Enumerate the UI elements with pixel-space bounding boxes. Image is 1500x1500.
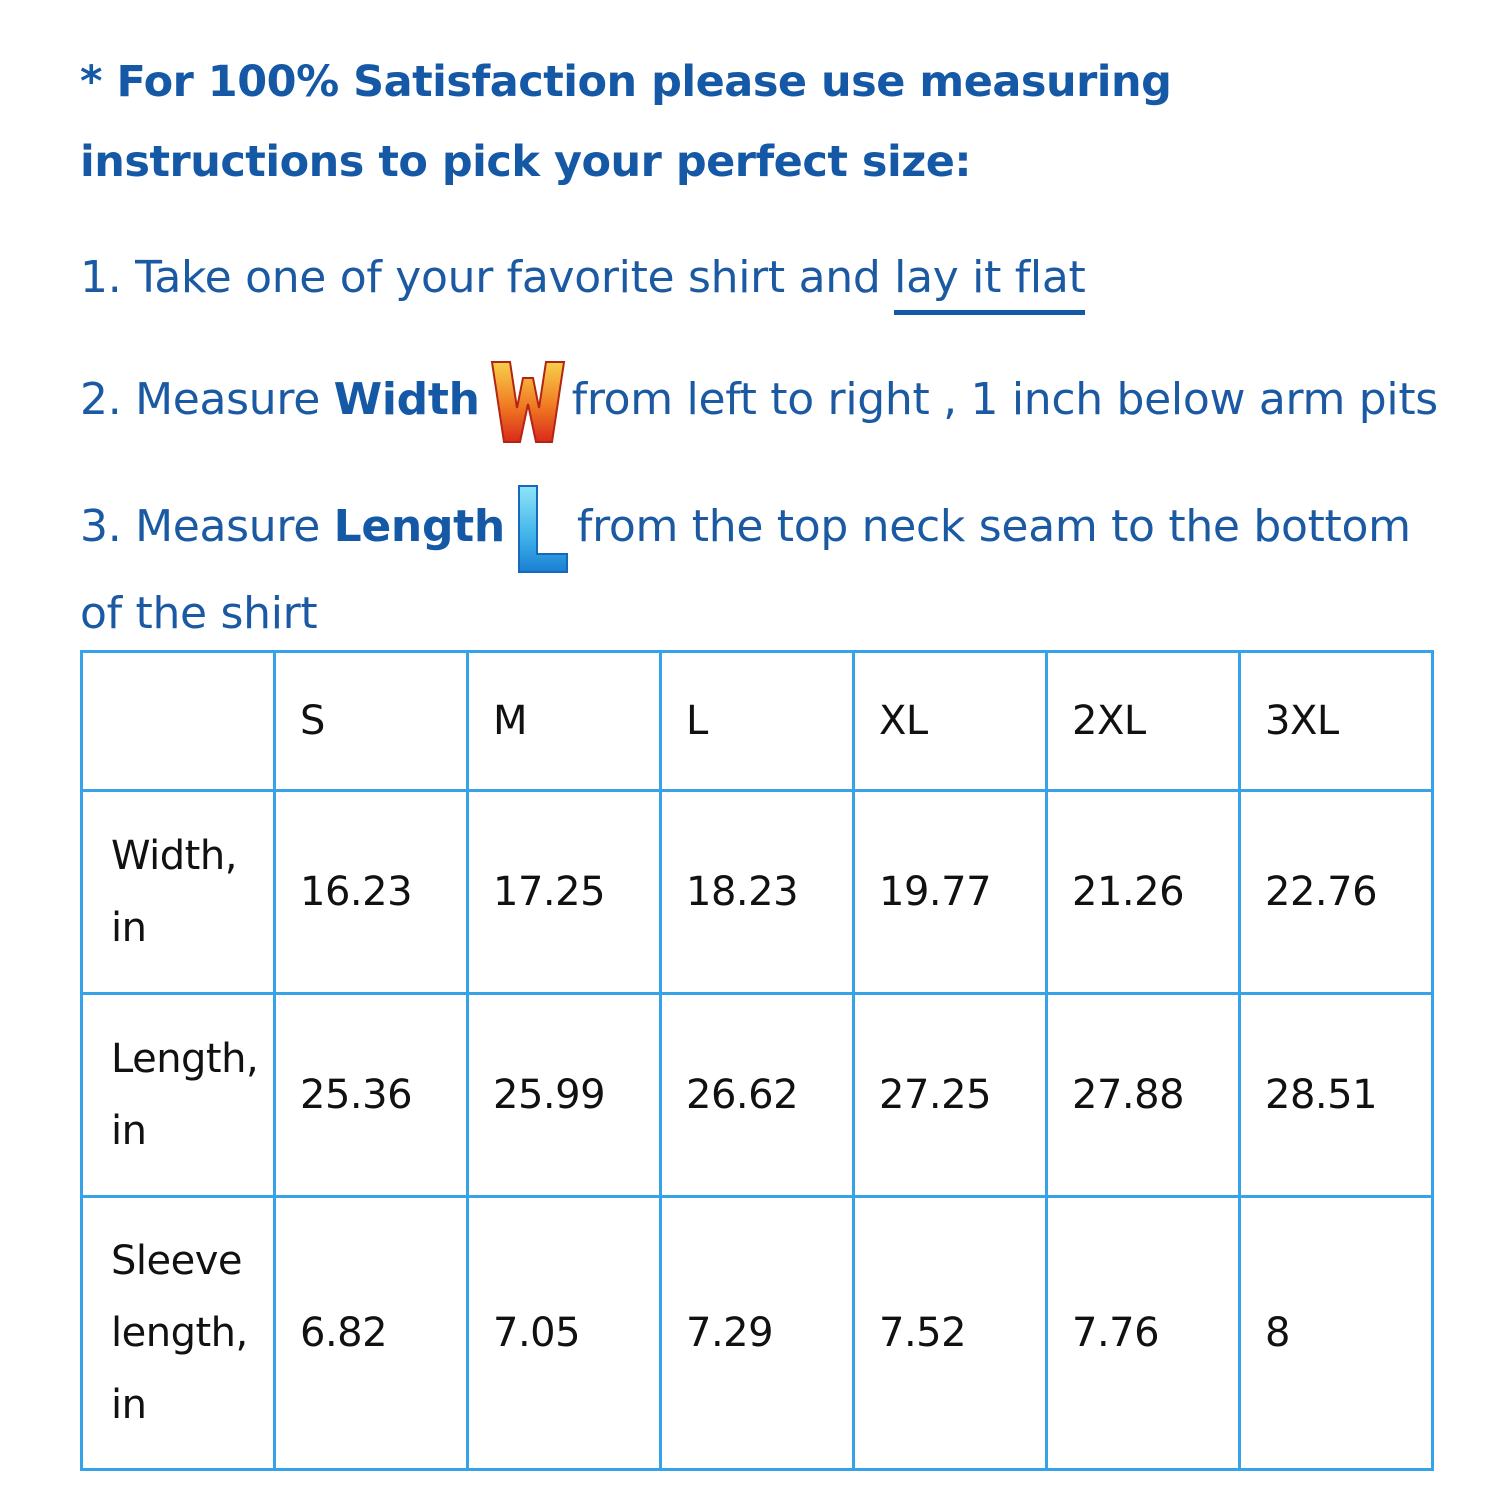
step-1-text: 1. Take one of your favorite shirt and bbox=[80, 252, 895, 303]
table-row bbox=[82, 1197, 1433, 1470]
table-cell: 8 bbox=[1240, 1197, 1433, 1470]
size-header-2xl: 2XL bbox=[1047, 652, 1240, 791]
length-label: Length bbox=[333, 501, 505, 552]
table-cell: 26.62 bbox=[661, 994, 854, 1197]
size-header-3xl: 3XL bbox=[1240, 652, 1433, 791]
step-3-suffix: from the top neck seam to the bottom of the shirt bbox=[80, 501, 1411, 639]
letter-w-icon bbox=[490, 360, 566, 444]
size-header-xl: XL bbox=[854, 652, 1047, 791]
size-header-m: M bbox=[468, 652, 661, 791]
table-cell: 7.29 bbox=[661, 1197, 854, 1470]
size-header-s: S bbox=[275, 652, 468, 791]
letter-l-icon bbox=[515, 484, 571, 574]
table-cell: 7.05 bbox=[468, 1197, 661, 1470]
table-cell: 6.82 bbox=[275, 1197, 468, 1470]
step-2-suffix: from left to right , 1 inch below arm pits bbox=[571, 374, 1438, 425]
instructions-heading: * For 100% Satisfaction please use measuring instructions to pick your perfect size: bbox=[80, 57, 1172, 187]
table-cell: 18.23 bbox=[661, 791, 854, 994]
table-cell: 27.88 bbox=[1047, 994, 1240, 1197]
step-2-prefix: 2. Measure bbox=[80, 374, 334, 425]
table-cell: 28.51 bbox=[1240, 994, 1433, 1197]
table-row bbox=[82, 791, 1433, 994]
table-corner-cell bbox=[82, 652, 275, 791]
table-cell: 17.25 bbox=[468, 791, 661, 994]
size-header-l: L bbox=[661, 652, 854, 791]
row-label-sleeve-length: Sleeve length, in bbox=[82, 1197, 275, 1470]
step-3 bbox=[80, 484, 1440, 654]
table-cell: 27.25 bbox=[854, 994, 1047, 1197]
size-chart-table bbox=[80, 650, 1434, 1471]
table-cell: 25.99 bbox=[468, 994, 661, 1197]
table-row bbox=[82, 994, 1433, 1197]
row-label-length: Length, in bbox=[82, 994, 275, 1197]
table-cell: 16.23 bbox=[275, 791, 468, 994]
table-cell: 25.36 bbox=[275, 994, 468, 1197]
step-1 bbox=[80, 238, 1085, 318]
row-label-width: Width, in bbox=[82, 791, 275, 994]
table-cell: 7.76 bbox=[1047, 1197, 1240, 1470]
step-3-prefix: 3. Measure bbox=[80, 501, 334, 552]
width-label: Width bbox=[333, 374, 480, 425]
step-2 bbox=[80, 360, 1438, 444]
lay-it-flat-emphasis: lay it flat bbox=[894, 246, 1085, 315]
table-cell: 21.26 bbox=[1047, 791, 1240, 994]
table-cell: 22.76 bbox=[1240, 791, 1433, 994]
table-cell: 19.77 bbox=[854, 791, 1047, 994]
table-header-row bbox=[82, 652, 1433, 791]
table-cell: 7.52 bbox=[854, 1197, 1047, 1470]
